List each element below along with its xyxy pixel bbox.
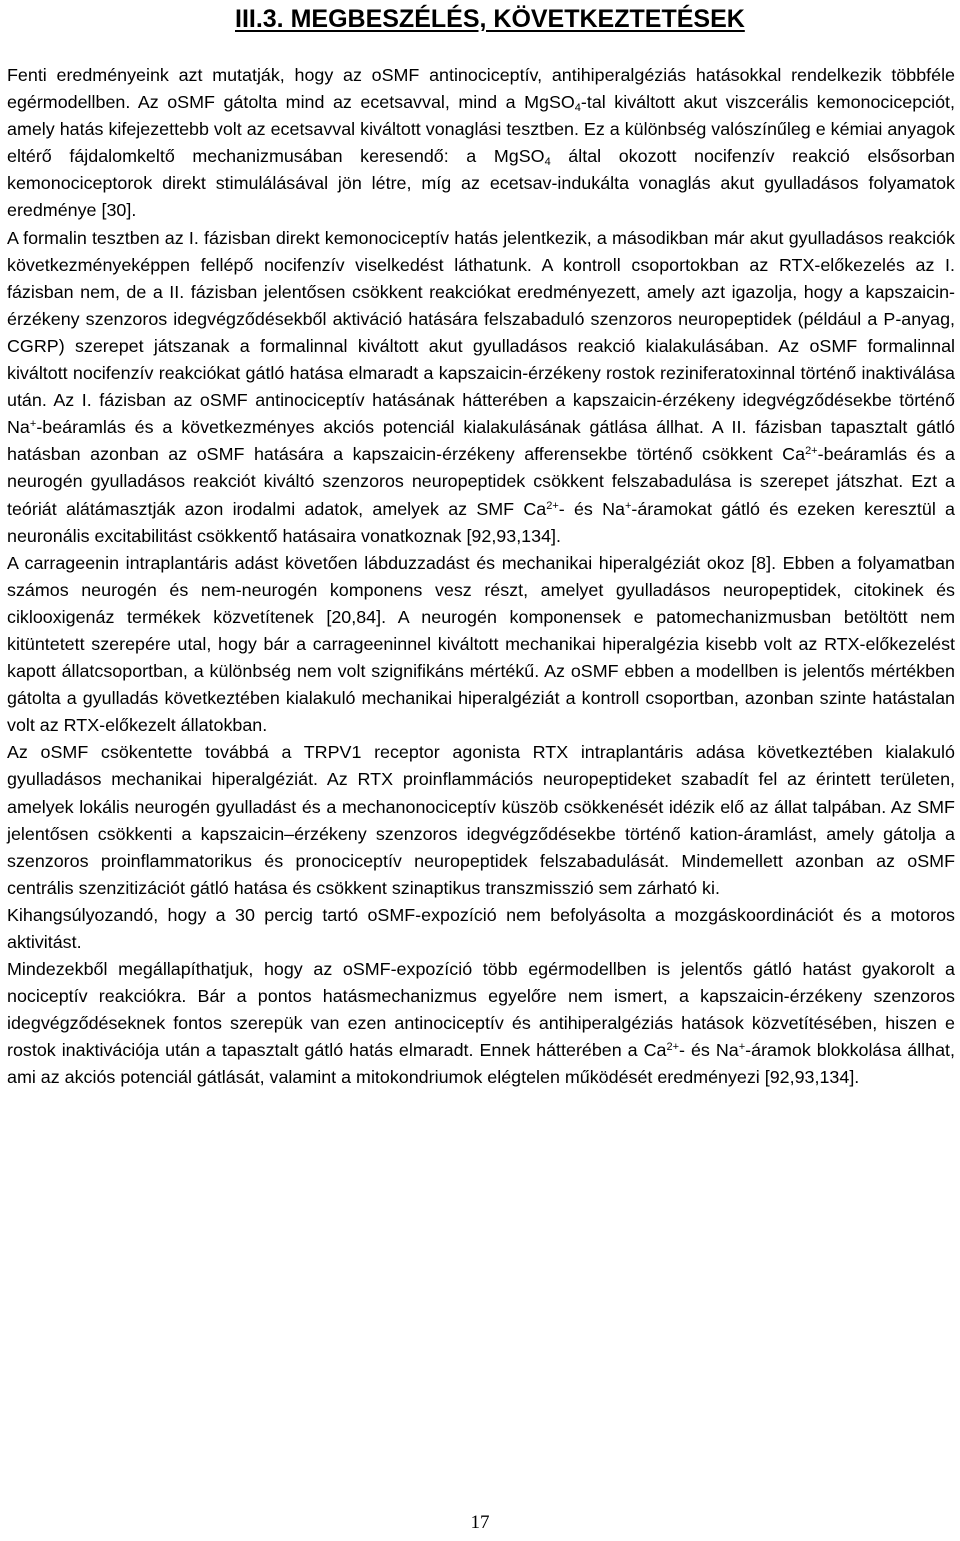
paragraph-2-text-5: -áramokat gátló és ezeken keresztül a neuronális excitabilitást csökkentő hatásaira vonatkoznak [92,93,134]. (7, 498, 955, 546)
paragraph-2-text-2: -beáramlás és a következményes akciós potenciál kialakulásának gátlása állhat. A II. fázisban tapasztalt gátló hatásban azonban az oSMF hatására a kapszaicin-érzékeny afferensekbe történő csökkent Ca (7, 417, 955, 465)
paragraph-2-text-4: - és Na (558, 498, 625, 519)
superscript: + (738, 1041, 746, 1054)
paragraph-2-text-3: -beáramlás és a neurogén gyulladásos reakciót kiváltó szenzoros neuropeptidek csökkent felszabadulása is szerepet játszhat. Ezt a teóriát alátámasztják azon irodalmi adatok, amelyek az SMF Ca (7, 444, 955, 519)
paragraph-1 (7, 62, 955, 225)
paragraph-6-text-1: Mindezekből megállapíthatjuk, hogy az oSMF-expozíció több egérmodellben is jelentős gátló hatást gyakorolt a nociceptív reakciókra. Bár a pontos hatásmechanizmus egyelőre nem ismert, a kapszaicin-érzékeny szenzoros idegvégződéseknek fontos szerepük van ezen antinociceptív és antihiperalgéziás hatások közvetítésében, hiszen e rostok inaktivációja után a tapasztalt gátló hatás elmaradt. Ennek hátterében a Ca (7, 959, 955, 1061)
superscript: + (29, 418, 37, 431)
paragraph-2 (7, 225, 955, 550)
subscript: 4 (544, 156, 551, 169)
paragraph-1-text-2: -tal kiváltott akut viszcerális kemonocicepciót, amely hatás kifejezettebb volt az ecetsavval kiváltott vonaglási tesztben. Ez a különbség valószínűleg e kémiai anyagok eltérő fájdalomkeltő mechanizmusában keresendő: a MgSO (7, 92, 955, 167)
paragraph-6 (7, 956, 955, 1091)
page-number: 17 (470, 1512, 490, 1533)
section-heading: III.3. MEGBESZÉLÉS, KÖVETKEZTETÉSEK (235, 5, 745, 33)
paragraph-1-text-1: Fenti eredményeink azt mutatják, hogy az oSMF antinociceptív, antihiperalgéziás hatásokkal rendelkezik többféle egérmodellben. Az oSMF gátolta mind az ecetsavval, mind a MgSO (7, 65, 955, 113)
paragraph-5: Kihangsúlyozandó, hogy a 30 percig tartó oSMF-expozíció nem befolyásolta a mozgáskoordinációt és a motoros aktivitást. (7, 904, 955, 952)
paragraph-1-text-3: által okozott nocifenzív reakció elsősorban kemonociceptorok direkt stimulálásával jön létre, míg az ecetsav-indukálta vonaglás akut gyulladásos folyamatok eredménye [30]. (7, 146, 955, 221)
superscript: 2+ (666, 1041, 680, 1054)
paragraph-6-text-3: -áramok blokkolása állhat, ami az akciós potenciál gátlását, valamint a mitokondriumok elégtelen működését eredményezi [92,93,134]. (7, 1040, 955, 1088)
superscript: + (624, 499, 632, 512)
paragraph-2-text-1: A formalin tesztben az I. fázisban direkt kemonociceptív hatás jelentkezik, a másodikban már akut gyulladásos reakciók következményeképpen fellépő nocifenzív viselkedést láthatunk. A kontroll csoportokban az RTX-előkezelés az I. fázisban nem, de a II. fázisban jelentősen csökkent reakciókat eredményezett, amely azt igazolja, hogy a kapszaicin-érzékeny szenzoros idegvégződésekből aktiváció hatására felszabaduló szenzoros neuropeptidek (például a P-anyag, CGRP) szerepet játszanak a formalinnal kiváltott akut gyulladásos reakció kialakulásában. Az oSMF formalinnal kiváltott nocifenzív reakciókat gátló hatása elmaradt a kapszaicin-érzékeny rostok reziniferatoxinnal történő inaktiválása után. Az I. fázisban az oSMF antinociceptív hatásának hátterében a kapszaicin-érzékeny idegvégződésekbe történő Na (7, 227, 955, 438)
paragraph-6-text-2: - és Na (679, 1040, 739, 1061)
paragraph-4: Az oSMF csökentette továbbá a TRPV1 receptor agonista RTX intraplantáris adása következtében kialakuló gyulladásos mechanikai hiperalgéziát. Az RTX proinflammációs neuropeptideket szabadít fel az érintett területen, amelyek lokális neurogén gyulladást és a mechanonociceptív küszöb csökkenését idézik elő az állat talpában. Az SMF jelentősen csökkenti a kapszaicin–érzékeny szenzoros idegvégződésekbe történő kation-áramlást, amely gátolja a szenzoros proinflammatorikus és pronociceptív neuropeptidek felszabadulását. Mindemellett azonban az oSMF centrális szenzitizációt gátló hatása és csökkent szinaptikus transzmisszió sem zárható ki. (7, 742, 955, 898)
superscript: 2+ (805, 445, 818, 458)
subscript: 4 (574, 102, 581, 115)
document-page (7, 0, 955, 1092)
paragraph-3: A carrageenin intraplantáris adást követően lábduzzadást és mechanikai hiperalgéziát okoz [8]. Ebben a folyamatban számos neurogén és nem-neurogén komponens vesz részt, amelyet gyulladásos neuropeptidek, citokinek és ciklooxigenáz termékek közvetítenek [20,84]. A neurogén komponensek e patomechanizmusban betöltött nem kitüntetett szerepére utal, hogy bár a carrageeninnel kiváltott mechanikai hiperalgézia kisebb volt az RTX-előkezelést kapott állatcsoportban, a különbség nem volt szignifikáns mértékű. Az oSMF ebben a modellben is jelentős mértékben gátolta a gyulladás következtében kialakuló mechanikai hiperalgéziát a kontroll csoportban, azonban szinte hatástalan volt az RTX-előkezelt állatokban. (7, 552, 955, 736)
superscript: 2+ (546, 499, 559, 512)
document-body (7, 62, 955, 1092)
